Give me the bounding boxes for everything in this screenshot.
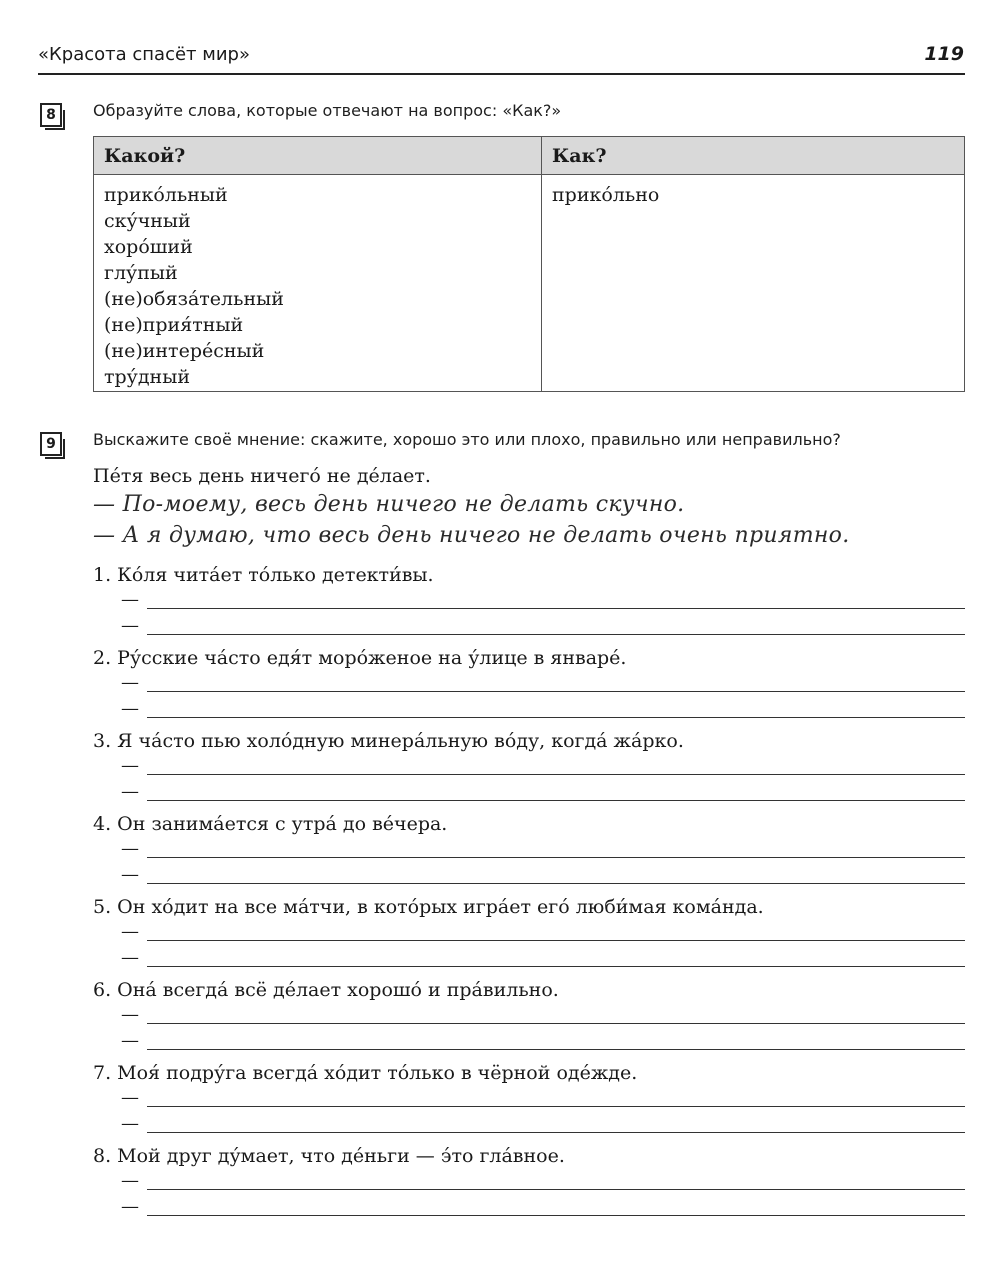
answer-dash: —	[121, 589, 139, 610]
running-title: «Красота спасёт мир»	[38, 44, 250, 65]
answer-line[interactable]	[147, 608, 965, 609]
answer-dash: —	[121, 1004, 139, 1025]
answer-line[interactable]	[147, 966, 965, 967]
answer-dash: —	[121, 1087, 139, 1108]
exercise-8-instruction: Образуйте слова, которые отвечают на вопрос: «Как?»	[93, 101, 562, 120]
word-table	[93, 136, 965, 392]
table-cell: ску́чный	[104, 210, 191, 232]
exercise-item-5: 5. Он хо́дит на все ма́тчи, в кото́рых игра́ет его́ люби́мая кома́нда.	[93, 896, 764, 918]
table-right-column	[552, 182, 659, 208]
answer-line[interactable]	[147, 717, 965, 718]
exercise-8-number: 8	[40, 103, 62, 127]
table-cell: (не)интере́сный	[104, 340, 265, 362]
answer-line[interactable]	[147, 940, 965, 941]
answer-line[interactable]	[147, 1106, 965, 1107]
answer-dash: —	[121, 1170, 139, 1191]
table-cell: (не)прия́тный	[104, 314, 244, 336]
answer-line[interactable]	[147, 883, 965, 884]
table-left-column	[104, 182, 284, 390]
table-cell: глу́пый	[104, 262, 178, 284]
table-cell: хоро́ший	[104, 236, 193, 258]
header-rule	[38, 73, 965, 75]
exercise-item-7: 7. Моя́ подру́га всегда́ хо́дит то́лько в чёрной оде́жде.	[93, 1062, 638, 1084]
table-cell: (не)обяза́тельный	[104, 288, 284, 310]
answer-dash: —	[121, 1030, 139, 1051]
example-statement: Пе́тя весь день ничего́ не де́лает.	[93, 465, 431, 487]
answer-dash: —	[121, 672, 139, 693]
answer-line[interactable]	[147, 1189, 965, 1190]
table-cell: прико́льно	[552, 184, 660, 206]
example-answer-1: — По-моему, весь день ничего не делать скучно.	[93, 492, 685, 517]
table-header-row	[94, 137, 964, 175]
exercise-item-8: 8. Мой друг ду́мает, что де́ньги — э́то гла́вное.	[93, 1145, 565, 1167]
answer-line[interactable]	[147, 1023, 965, 1024]
answer-line[interactable]	[147, 1132, 965, 1133]
exercise-item-3: 3. Я ча́сто пью холо́дную минера́льную во́ду, когда́ жа́рко.	[93, 730, 684, 752]
table-header-which: Какой?	[104, 145, 186, 167]
answer-line[interactable]	[147, 1049, 965, 1050]
answer-dash: —	[121, 1113, 139, 1134]
table-cell: прико́льный	[104, 184, 228, 206]
answer-line[interactable]	[147, 691, 965, 692]
answer-dash: —	[121, 947, 139, 968]
answer-line[interactable]	[147, 857, 965, 858]
exercise-9-number: 9	[40, 432, 62, 456]
answer-dash: —	[121, 755, 139, 776]
answer-dash: —	[121, 698, 139, 719]
example-answer-2: — А я думаю, что весь день ничего не делать очень приятно.	[93, 523, 850, 548]
exercise-item-4: 4. Он занима́ется с утра́ до ве́чера.	[93, 813, 448, 835]
answer-dash: —	[121, 1196, 139, 1217]
answer-dash: —	[121, 781, 139, 802]
page-number: 119	[924, 43, 964, 65]
answer-dash: —	[121, 864, 139, 885]
answer-line[interactable]	[147, 1215, 965, 1216]
exercise-item-6: 6. Она́ всегда́ всё де́лает хорошо́ и пра́вильно.	[93, 979, 559, 1001]
exercise-item-1: 1. Ко́ля чита́ет то́лько детекти́вы.	[93, 564, 434, 586]
exercise-item-2: 2. Ру́сские ча́сто едя́т моро́женое на у́лице в январе́.	[93, 647, 627, 669]
answer-dash: —	[121, 921, 139, 942]
answer-line[interactable]	[147, 634, 965, 635]
table-header-how: Как?	[552, 145, 607, 167]
exercise-9-instruction: Выскажите своё мнение: скажите, хорошо это или плохо, правильно или неправильно?	[93, 430, 841, 449]
answer-dash: —	[121, 838, 139, 859]
answer-dash: —	[121, 615, 139, 636]
table-column-divider	[541, 137, 542, 391]
answer-line[interactable]	[147, 774, 965, 775]
answer-line[interactable]	[147, 800, 965, 801]
table-cell: тру́дный	[104, 366, 191, 388]
